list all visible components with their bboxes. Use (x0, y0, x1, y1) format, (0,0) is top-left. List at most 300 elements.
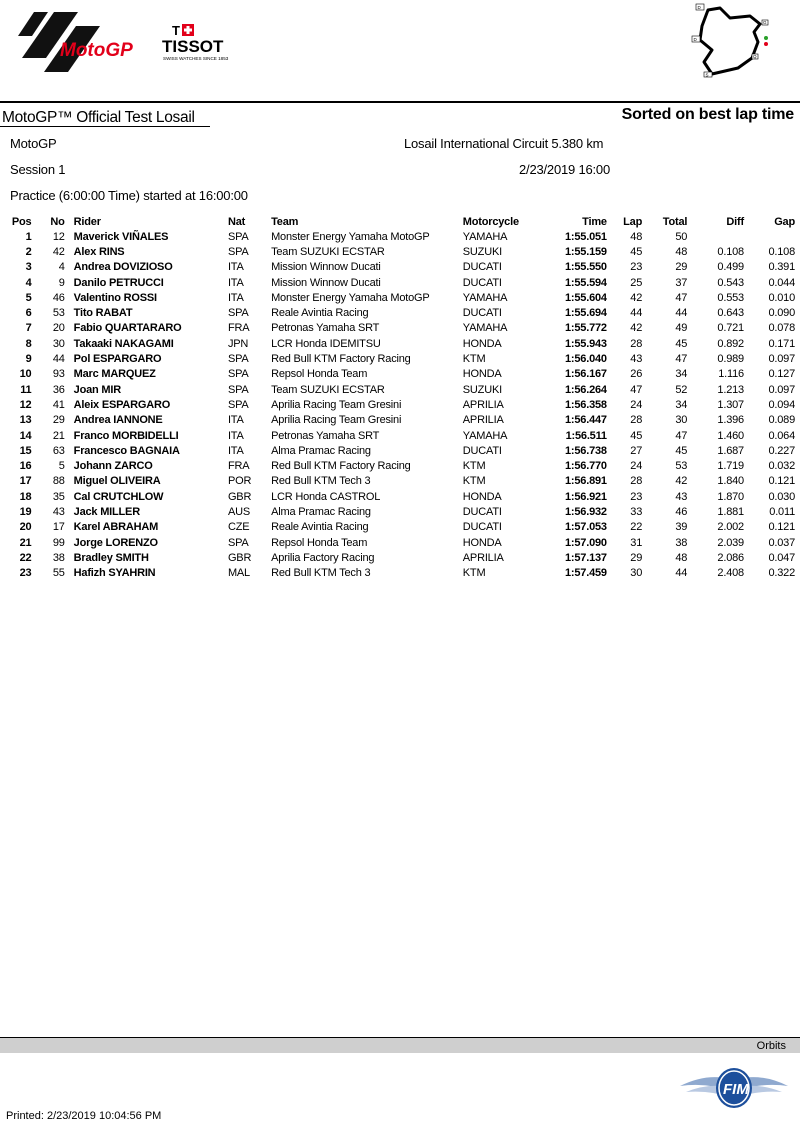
cell-diff: 2.002 (717, 521, 744, 534)
cell-gap: 0.097 (768, 353, 795, 366)
table-row (0, 351, 800, 366)
circuit-label: Losail International Circuit 5.380 km (404, 136, 604, 151)
cell-total: 48 (675, 551, 688, 564)
cell-number: 43 (52, 505, 65, 518)
cell-gap: 0.391 (768, 261, 795, 274)
cell-pos: 13 (19, 414, 32, 427)
cell-rider: Fabio QUARTARARO (73, 322, 182, 335)
cell-nationality: SPA (227, 230, 249, 243)
cell-gap: 0.094 (768, 398, 795, 411)
title-bar (0, 101, 800, 129)
cell-total: 47 (675, 353, 688, 366)
cell-diff: 2.408 (717, 567, 744, 580)
cell-team: Reale Avintia Racing (271, 307, 369, 320)
cell-time: 1:56.167 (565, 368, 607, 381)
table-row (0, 566, 800, 581)
cell-time: 1:55.772 (565, 322, 607, 335)
cell-nationality: JPN (227, 337, 249, 350)
cell-team: Alma Pramac Racing (271, 444, 371, 457)
col-time-header: Time (582, 215, 607, 228)
cell-gap: 0.032 (768, 460, 795, 473)
cell-pos: 19 (19, 505, 32, 518)
cell-diff: 1.396 (717, 414, 744, 427)
track-map-icon (690, 2, 776, 78)
cell-team: Red Bull KTM Tech 3 (271, 475, 371, 488)
cell-motorcycle: DUCATI (462, 521, 502, 534)
cell-gap: 0.322 (768, 567, 795, 580)
table-row (0, 260, 800, 275)
table-row (0, 550, 800, 565)
cell-lap: 24 (630, 398, 643, 411)
cell-diff: 0.721 (717, 322, 744, 335)
col-diff-header: Diff (726, 215, 744, 228)
cell-gap: 0.108 (768, 245, 795, 258)
cell-rider: Valentino ROSSI (73, 291, 157, 304)
cell-team: Mission Winnow Ducati (271, 276, 381, 289)
table-row (0, 504, 800, 519)
cell-rider: Alex RINS (73, 245, 125, 258)
cell-number: 41 (52, 398, 65, 411)
cell-pos: 16 (19, 460, 32, 473)
cell-lap: 25 (630, 276, 643, 289)
cell-rider: Pol ESPARGARO (73, 353, 162, 366)
cell-gap: 0.030 (768, 490, 795, 503)
cell-time: 1:57.137 (565, 551, 607, 564)
cell-diff: 1.870 (717, 490, 744, 503)
cell-number: 38 (52, 551, 65, 564)
cell-nationality: SPA (227, 383, 249, 396)
cell-pos: 23 (19, 567, 32, 580)
cell-pos: 20 (19, 521, 32, 534)
table-row (0, 458, 800, 473)
cell-team: Monster Energy Yamaha MotoGP (271, 291, 430, 304)
table-row (0, 397, 800, 412)
cell-time: 1:55.694 (565, 307, 607, 320)
cell-lap: 23 (630, 261, 643, 274)
cell-pos: 21 (19, 536, 32, 549)
cell-team: Petronas Yamaha SRT (271, 429, 380, 442)
cell-nationality: ITA (227, 276, 244, 289)
cell-lap: 31 (630, 536, 643, 549)
cell-motorcycle: DUCATI (462, 307, 502, 320)
cell-motorcycle: HONDA (462, 536, 502, 549)
cell-rider: Francesco BAGNAIA (73, 444, 180, 457)
cell-nationality: POR (227, 475, 252, 488)
cell-diff: 0.499 (717, 261, 744, 274)
cell-team: LCR Honda CASTROL (271, 490, 381, 503)
cell-lap: 42 (630, 291, 643, 304)
cell-rider: Franco MORBIDELLI (73, 429, 179, 442)
cell-time: 1:56.921 (565, 490, 607, 503)
col-gap-header: Gap (774, 215, 795, 228)
cell-rider: Bradley SMITH (73, 551, 149, 564)
col-lap-header: Lap (623, 215, 643, 228)
cell-number: 4 (58, 261, 65, 274)
track-map-label: S (705, 72, 709, 78)
cell-nationality: SPA (227, 368, 249, 381)
table-row (0, 489, 800, 504)
cell-diff: 0.553 (717, 291, 744, 304)
cell-pos: 18 (19, 490, 32, 503)
cell-pos: 2 (25, 245, 32, 258)
cell-nationality: ITA (227, 429, 244, 442)
cell-number: 5 (58, 460, 65, 473)
cell-number: 12 (52, 230, 65, 243)
cell-team: Red Bull KTM Factory Racing (271, 460, 411, 473)
cell-time: 1:56.358 (565, 398, 607, 411)
cell-rider: Andrea IANNONE (73, 414, 163, 427)
cell-total: 47 (675, 291, 688, 304)
cell-total: 34 (675, 398, 688, 411)
cell-lap: 22 (630, 521, 643, 534)
cell-team: Repsol Honda Team (271, 536, 368, 549)
cell-time: 1:57.053 (565, 521, 607, 534)
cell-diff: 1.719 (717, 460, 744, 473)
table-row (0, 382, 800, 397)
cell-lap: 28 (630, 414, 643, 427)
tissot-logo-text: TISSOT (162, 37, 224, 56)
cell-diff: 1.307 (717, 398, 744, 411)
cell-pos: 12 (19, 398, 32, 411)
cell-lap: 29 (630, 551, 643, 564)
cell-nationality: ITA (227, 414, 244, 427)
cell-team: Repsol Honda Team (271, 368, 368, 381)
cell-nationality: CZE (227, 521, 250, 534)
cell-time: 1:56.447 (565, 414, 607, 427)
cell-number: 93 (52, 368, 65, 381)
cell-rider: Tito RABAT (73, 307, 133, 320)
cell-team: LCR Honda IDEMITSU (271, 337, 381, 350)
table-row (0, 428, 800, 443)
tissot-tagline: SWISS WATCHES SINCE 1853 (163, 56, 229, 61)
cell-gap: 0.078 (768, 322, 795, 335)
cell-pos: 9 (25, 353, 32, 366)
track-map-label: Q (753, 54, 757, 59)
cell-number: 63 (52, 444, 65, 457)
cell-rider: Cal CRUTCHLOW (73, 490, 164, 503)
cell-lap: 43 (630, 353, 643, 366)
cell-gap (744, 229, 800, 244)
cell-pos: 4 (25, 276, 32, 289)
fim-logo (678, 1058, 790, 1118)
cell-team: Team SUZUKI ECSTAR (271, 245, 385, 258)
cell-diff (687, 229, 744, 244)
cell-gap: 0.227 (768, 444, 795, 457)
cell-rider: Takaaki NAKAGAMI (73, 337, 174, 350)
cell-nationality: FRA (227, 322, 250, 335)
cell-time: 1:56.738 (565, 444, 607, 457)
cell-pos: 11 (20, 383, 32, 396)
table-row (0, 520, 800, 535)
cell-lap: 33 (630, 505, 643, 518)
cell-time: 1:55.943 (565, 337, 607, 350)
cell-rider: Miguel OLIVEIRA (73, 475, 161, 488)
cell-nationality: SPA (227, 398, 249, 411)
class-label: MotoGP (10, 136, 57, 151)
cell-pos: 6 (25, 307, 32, 320)
cell-diff: 1.116 (718, 368, 744, 381)
cell-number: 42 (52, 245, 65, 258)
cell-team: Petronas Yamaha SRT (271, 322, 380, 335)
cell-team: Reale Avintia Racing (271, 521, 369, 534)
cell-number: 99 (52, 536, 65, 549)
cell-time: 1:57.459 (565, 567, 607, 580)
cell-gap: 0.097 (768, 383, 795, 396)
cell-rider: Andrea DOVIZIOSO (73, 261, 173, 274)
cell-time: 1:55.051 (565, 230, 607, 243)
cell-nationality: GBR (227, 551, 252, 564)
cell-lap: 44 (630, 307, 643, 320)
cell-team: Team SUZUKI ECSTAR (271, 383, 385, 396)
cell-motorcycle: APRILIA (462, 398, 504, 411)
table-row (0, 290, 800, 305)
cell-team: Red Bull KTM Tech 3 (271, 567, 371, 580)
table-header-row (0, 214, 800, 229)
cell-pos: 22 (19, 551, 32, 564)
cell-total: 44 (675, 567, 688, 580)
motogp-logo-text: MotoGP (60, 40, 133, 61)
cell-total: 42 (675, 475, 688, 488)
table-row (0, 305, 800, 320)
cell-lap: 42 (630, 322, 643, 335)
cell-lap: 26 (630, 368, 643, 381)
cell-total: 50 (675, 230, 688, 243)
cell-rider: Karel ABRAHAM (73, 521, 159, 534)
cell-rider: Hafizh SYAHRIN (73, 567, 156, 580)
motogp-logo (14, 6, 154, 76)
cell-pos: 5 (25, 291, 32, 304)
cell-gap: 0.047 (768, 551, 795, 564)
col-motorcycle-header: Motorcycle (462, 215, 519, 228)
cell-diff: 2.086 (717, 551, 744, 564)
cell-diff: 1.213 (717, 383, 744, 396)
page-title: MotoGP™ Official Test Losail (2, 109, 195, 126)
cell-motorcycle: KTM (462, 567, 486, 580)
cell-nationality: SPA (227, 536, 249, 549)
cell-total: 52 (675, 383, 688, 396)
cell-total: 45 (675, 444, 688, 457)
cell-time: 1:55.604 (565, 291, 607, 304)
cell-pos: 3 (25, 261, 32, 274)
col-total-header: Total (662, 215, 688, 228)
cell-diff: 1.881 (717, 505, 744, 518)
cell-number: 88 (52, 475, 65, 488)
table-row (0, 244, 800, 259)
cell-total: 45 (675, 337, 688, 350)
cell-time: 1:56.932 (565, 505, 607, 518)
cell-pos: 7 (25, 322, 32, 335)
cell-time: 1:55.159 (565, 245, 607, 258)
table-row (0, 367, 800, 382)
cell-motorcycle: YAMAHA (462, 291, 508, 304)
cell-total: 49 (675, 322, 688, 335)
cell-time: 1:57.090 (565, 536, 607, 549)
track-map-label: D (693, 37, 697, 42)
practice-label: Practice (6:00:00 Time) started at 16:00:00 (10, 188, 248, 203)
cell-motorcycle: HONDA (462, 337, 502, 350)
cell-gap: 0.121 (768, 521, 795, 534)
table-row (0, 443, 800, 458)
session-label: Session 1 (10, 162, 66, 177)
cell-nationality: SPA (227, 307, 249, 320)
cell-total: 37 (675, 276, 688, 289)
col-no-header: No (50, 215, 65, 228)
cell-rider: Joan MIR (73, 383, 121, 396)
cell-lap: 47 (630, 383, 643, 396)
cell-team: Monster Energy Yamaha MotoGP (271, 230, 430, 243)
cell-nationality: FRA (227, 460, 250, 473)
cell-diff: 0.892 (717, 337, 744, 350)
orbits-label: Orbits (756, 1040, 786, 1052)
cell-gap: 0.011 (769, 505, 795, 518)
cell-nationality: AUS (227, 505, 250, 518)
cell-gap: 0.089 (768, 414, 795, 427)
cell-gap: 0.121 (768, 475, 795, 488)
cell-number: 36 (52, 383, 65, 396)
footer-bar (0, 1037, 800, 1053)
cell-number: 20 (52, 322, 65, 335)
cell-motorcycle: YAMAHA (462, 230, 508, 243)
cell-motorcycle: SUZUKI (462, 245, 502, 258)
cell-number: 46 (52, 291, 65, 304)
cell-diff: 0.108 (717, 245, 744, 258)
session-datetime: 2/23/2019 16:00 (519, 162, 610, 177)
cell-number: 53 (52, 307, 65, 320)
cell-gap: 0.090 (768, 307, 795, 320)
cell-lap: 28 (630, 337, 643, 350)
cell-total: 46 (675, 505, 688, 518)
cell-total: 47 (675, 429, 688, 442)
cell-pos: 15 (19, 444, 32, 457)
cell-lap: 45 (630, 245, 643, 258)
cell-gap: 0.064 (768, 429, 795, 442)
table-row (0, 275, 800, 290)
sort-label: Sorted on best lap time (621, 106, 794, 123)
table-row (0, 535, 800, 550)
cell-time: 1:55.594 (565, 276, 607, 289)
cell-lap: 48 (630, 230, 643, 243)
cell-team: Aprilia Racing Team Gresini (271, 414, 402, 427)
track-map-label: D (697, 5, 701, 10)
track-map-label: G (763, 20, 767, 25)
cell-nationality: GBR (227, 490, 252, 503)
cell-nationality: ITA (227, 261, 244, 274)
cell-lap: 27 (630, 444, 643, 457)
cell-rider: Aleix ESPARGARO (73, 398, 171, 411)
cell-number: 35 (52, 490, 65, 503)
cell-motorcycle: APRILIA (462, 551, 504, 564)
title-underline (0, 126, 210, 127)
cell-motorcycle: KTM (462, 460, 486, 473)
results-body (0, 229, 800, 581)
cell-gap: 0.044 (768, 276, 795, 289)
cell-total: 38 (675, 536, 688, 549)
cell-lap: 45 (630, 429, 643, 442)
col-team-header: Team (271, 215, 299, 228)
cell-rider: Maverick VIÑALES (73, 230, 169, 243)
cell-lap: 30 (630, 567, 643, 580)
cell-nationality: ITA (227, 291, 244, 304)
col-nat-header: Nat (227, 215, 246, 228)
cell-pos: 10 (19, 368, 32, 381)
cell-diff: 0.643 (717, 307, 744, 320)
cell-motorcycle: KTM (462, 475, 486, 488)
cell-total: 34 (675, 368, 688, 381)
cell-pos: 1 (25, 230, 32, 243)
cell-motorcycle: HONDA (462, 490, 502, 503)
cell-total: 44 (675, 307, 688, 320)
cell-rider: Marc MARQUEZ (73, 368, 156, 381)
cell-number: 44 (52, 353, 65, 366)
cell-number: 30 (52, 337, 65, 350)
cell-motorcycle: APRILIA (462, 414, 504, 427)
svg-text:T: T (172, 23, 180, 38)
cell-time: 1:56.891 (565, 475, 607, 488)
cell-pos: 14 (19, 429, 32, 442)
cell-motorcycle: DUCATI (462, 505, 502, 518)
cell-motorcycle: DUCATI (462, 276, 502, 289)
cell-diff: 0.543 (717, 276, 744, 289)
cell-motorcycle: DUCATI (462, 261, 502, 274)
cell-motorcycle: YAMAHA (462, 322, 508, 335)
cell-number: 29 (52, 414, 65, 427)
cell-team: Aprilia Racing Team Gresini (271, 398, 402, 411)
cell-diff: 2.039 (717, 536, 744, 549)
cell-motorcycle: YAMAHA (462, 429, 508, 442)
cell-rider: Jorge LORENZO (73, 536, 158, 549)
tissot-logo (160, 22, 250, 64)
cell-motorcycle: SUZUKI (462, 383, 502, 396)
cell-lap: 24 (630, 460, 643, 473)
table-row (0, 474, 800, 489)
cell-diff: 1.840 (717, 475, 744, 488)
cell-total: 29 (675, 261, 688, 274)
cell-diff: 1.460 (717, 429, 744, 442)
cell-nationality: MAL (227, 567, 250, 580)
cell-time: 1:56.040 (565, 353, 607, 366)
cell-time: 1:56.770 (565, 460, 607, 473)
cell-number: 9 (58, 276, 65, 289)
cell-diff: 0.989 (717, 353, 744, 366)
table-row (0, 336, 800, 351)
fim-logo-text: FIM (723, 1081, 749, 1098)
col-rider-header: Rider (73, 215, 101, 228)
cell-lap: 23 (630, 490, 643, 503)
cell-rider: Danilo PETRUCCI (73, 276, 164, 289)
cell-team: Aprilia Factory Racing (271, 551, 375, 564)
cell-nationality: SPA (227, 353, 249, 366)
cell-total: 39 (675, 521, 688, 534)
cell-total: 43 (675, 490, 688, 503)
cell-gap: 0.127 (768, 368, 795, 381)
cell-time: 1:56.264 (565, 383, 607, 396)
cell-nationality: ITA (227, 444, 244, 457)
cell-time: 1:55.550 (565, 261, 607, 274)
table-row (0, 413, 800, 428)
cell-pos: 17 (19, 475, 32, 488)
cell-rider: Jack MILLER (73, 505, 140, 518)
cell-motorcycle: HONDA (462, 368, 502, 381)
printed-timestamp: Printed: 2/23/2019 10:04:56 PM (6, 1110, 162, 1122)
cell-motorcycle: KTM (462, 353, 486, 366)
results-table (0, 214, 800, 581)
cell-gap: 0.037 (768, 536, 795, 549)
cell-total: 53 (675, 460, 688, 473)
cell-number: 55 (52, 567, 65, 580)
cell-number: 17 (52, 521, 65, 534)
cell-gap: 0.171 (768, 337, 795, 350)
cell-total: 30 (675, 414, 688, 427)
